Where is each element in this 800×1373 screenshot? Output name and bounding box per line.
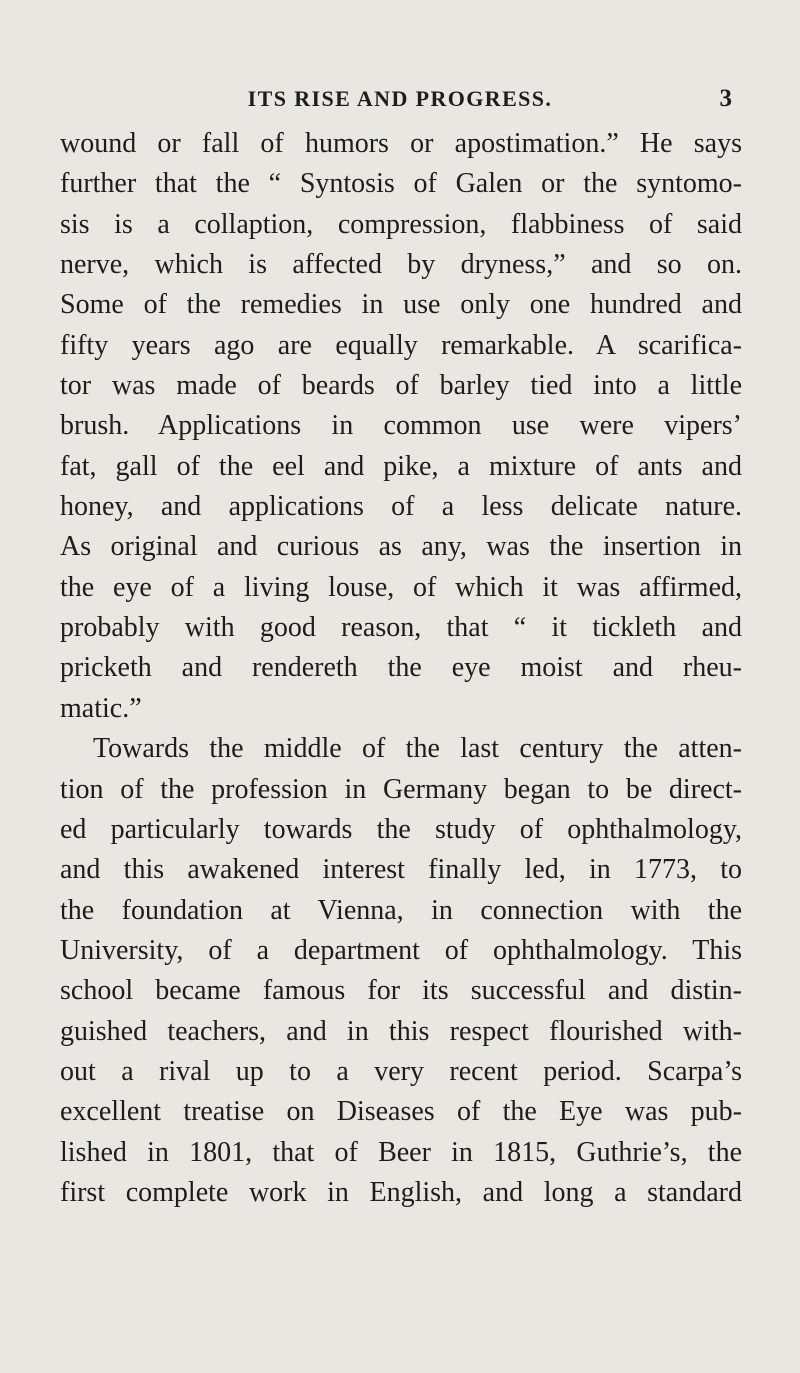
- text-line: As original and curious as any, was the insertion in: [60, 531, 742, 563]
- text-line: probably with good reason, that “ it tickleth and: [60, 612, 742, 644]
- text-line: the eye of a living louse, of which it was affirmed,: [60, 571, 742, 603]
- text-line: lished in 1801, that of Beer in 1815, Guthrie’s, the: [60, 1136, 742, 1168]
- text-line: school became famous for its successful and distin-: [60, 975, 742, 1007]
- text-line: guished teachers, and in this respect flourished with-: [60, 1015, 742, 1047]
- text-line: and this awakened interest finally led, in 1773, to: [60, 854, 742, 886]
- paragraph-start-line: Towards the middle of the last century the atten-: [93, 733, 742, 765]
- page-number: 3: [719, 85, 732, 112]
- text-line: the foundation at Vienna, in connection with the: [60, 894, 742, 926]
- text-line: fat, gall of the eel and pike, a mixture of ants and: [60, 450, 742, 482]
- text-line: ed particularly towards the study of ophthalmology,: [60, 813, 742, 845]
- paragraph-end-line: matic.”: [60, 692, 142, 724]
- text-line: further that the “ Syntosis of Galen or the syntomo-: [60, 168, 742, 200]
- text-line: first complete work in English, and long a standard: [60, 1176, 742, 1208]
- text-line: wound or fall of humors or apostimation.” He says: [60, 128, 742, 159]
- body-text: [60, 124, 742, 1213]
- page-header: [60, 84, 740, 114]
- text-line: nerve, which is affected by dryness,” and so on.: [60, 249, 742, 281]
- text-line: pricketh and rendereth the eye moist and rheu-: [60, 652, 742, 684]
- text-line: brush. Applications in common use were vipers’: [60, 410, 742, 442]
- text-line: sis is a collaption, compression, flabbiness of said: [60, 208, 742, 240]
- text-line: excellent treatise on Diseases of the Eye was pub-: [60, 1096, 742, 1128]
- text-line: tor was made of beards of barley tied into a little: [60, 370, 742, 402]
- text-line: out a rival up to a very recent period. Scarpa’s: [60, 1055, 742, 1087]
- running-head: ITS RISE AND PROGRESS.: [247, 86, 553, 111]
- text-line: honey, and applications of a less delicate nature.: [60, 491, 742, 523]
- text-line: Some of the remedies in use only one hundred and: [60, 289, 742, 321]
- text-line: tion of the profession in Germany began to be direct-: [60, 773, 742, 805]
- text-line: University, of a department of ophthalmology. This: [60, 934, 742, 966]
- text-line: fifty years ago are equally remarkable. A scarifica-: [60, 329, 742, 361]
